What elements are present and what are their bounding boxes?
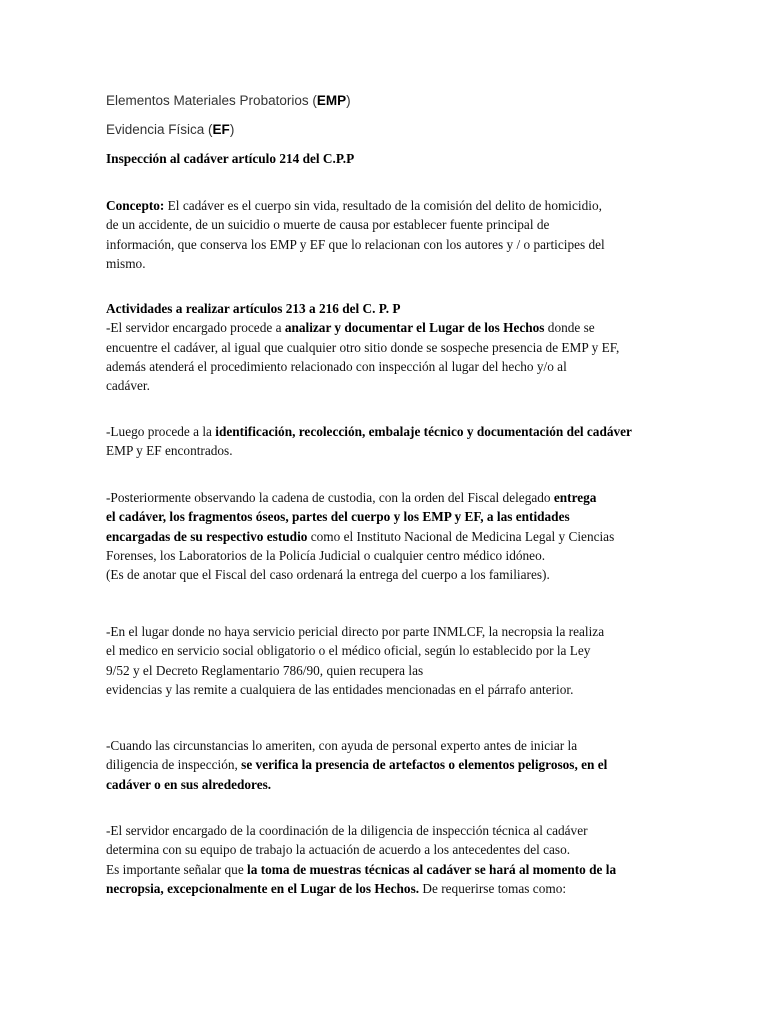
- servidor-paragraph: -El servidor encargado de la coordinación de la diligencia de inspección técnica al cadáver determina con su equipo de trabajo la actuación de acuerdo a los antecedentes del caso. Es importante señalar que la toma de muestras técnicas al cadáver se hará al momento de la necropsia, excepcionalmente en el Lugar de los Hechos. De requerirse tomas como:: [106, 823, 617, 896]
- lugar-paragraph: -En el lugar donde no haya servicio pericial directo por parte INMLCF, la necropsia la realiza el medico en servicio social obligatorio o el médico oficial, según lo establecido por la Ley 9/52 y el Decreto Reglamentario 786/90, quien recupera las evidencias y las remite a cualquiera de las entidades mencionadas en el párrafo anterior.: [106, 624, 605, 697]
- document-title: Inspección al cadáver artículo 214 del C.P.P: [106, 151, 355, 166]
- circunstancias-paragraph: -Cuando las circunstancias lo ameriten, con ayuda de personal experto antes de iniciar la diligencia de inspección, se verifica la presencia de artefactos o elementos peligrosos, en el cadáver o en sus alrededores.: [106, 738, 608, 792]
- actividades-heading: Actividades a realizar artículos 213 a 216 del C. P. P: [106, 301, 401, 316]
- luego-paragraph: -Luego procede a la identificación, recolección, embalaje técnico y documentación del cadáver EMP y EF encontrados.: [106, 424, 632, 459]
- posteriormente-paragraph: -Posteriormente observando la cadena de custodia, con la orden del Fiscal delegado entrega el cadáver, los fragmentos óseos, partes del cuerpo y los EMP y EF, a las entidades encargadas de su respectivo estudio como el Instituto Nacional de Medicina Legal y Ciencias Forenses, los Laboratorios de la Policía Judicial o cualquier centro médico idóneo. (Es de anotar que el Fiscal del caso ordenará la entrega del cuerpo a los familiares).: [106, 490, 615, 583]
- actividades-paragraph: Actividades a realizar artículos 213 a 216 del C. P. P -El servidor encargado procede a analizar y documentar el Lugar de los Hechos donde se encuentre el cadáver, al igual que cualquier otro sitio donde se sospeche presencia de EMP y EF, además atenderá el procedimiento relacionado con inspección al lugar del hecho y/o al cadáver.: [106, 301, 620, 394]
- ef-definition-line: Evidencia Física (EF): [106, 122, 235, 137]
- emp-definition-line: Elementos Materiales Probatorios (EMP): [106, 93, 351, 108]
- concepto-paragraph: Concepto: El cadáver es el cuerpo sin vida, resultado de la comisión del delito de homicidio, de un accidente, de un suicidio o muerte de causa por establecer fuente principal de información, que conserva los EMP y EF que lo relacionan con los autores y / o participes del mismo.: [106, 198, 605, 271]
